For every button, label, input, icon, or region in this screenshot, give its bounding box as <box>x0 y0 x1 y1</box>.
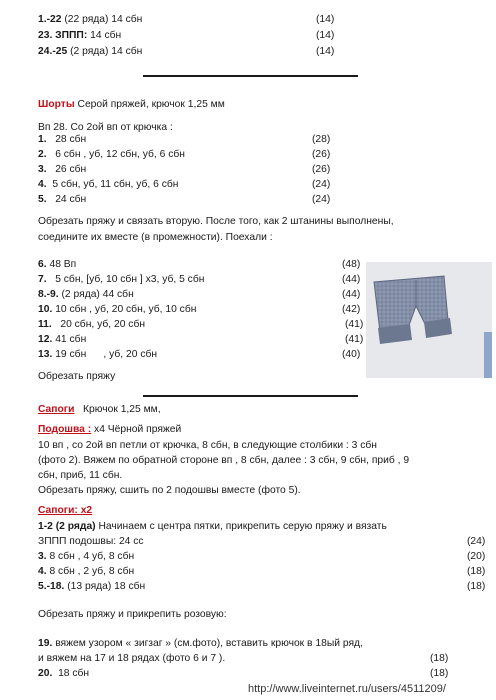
knitted-shorts-image <box>366 262 492 378</box>
shorts-row-7: 7. 5 сбн, [уб, 10 сбн ] x3, уб, 5 сбн <box>38 274 205 285</box>
row-count: (14) <box>316 14 335 25</box>
boots-x2-heading: Сапоги: x2 <box>38 505 93 516</box>
sole-line: Обрезать пряжу, сшить по 2 подошвы вместе (фото 5). <box>38 485 301 496</box>
row-count: (42) <box>342 304 361 315</box>
row-count: (14) <box>316 30 335 41</box>
shorts-photo <box>366 262 492 378</box>
sole-line: (фото 2). Вяжем по обратной стороне вп , 8 сбн, далее : 3 сбн, 9 сбн, приб , 9 <box>38 455 410 466</box>
sole-line: сбн, приб, 11 сбн. <box>38 470 123 481</box>
shorts-row-10: 10. 10 сбн , уб, 20 сбн, уб, 10 сбн <box>38 304 197 315</box>
row-count: (26) <box>312 164 331 175</box>
shorts-paragraph: Обрезать пряжу и связать вторую. После того, как 2 штанины выполнены, <box>38 216 394 227</box>
boots-row-4: 4. 8 сбн , 2 уб, 8 сбн <box>38 566 135 577</box>
row-24-25: 24.-25 (2 ряда) 14 сбн <box>38 46 143 57</box>
row-count: (44) <box>342 289 361 300</box>
sole-heading: Подошва : x4 Чёрной пряжей <box>38 424 182 435</box>
boots-row-3: 3. 8 сбн , 4 уб, 8 сбн <box>38 551 135 562</box>
row-count: (28) <box>312 134 331 145</box>
row-count: (18) <box>430 653 449 664</box>
shorts-heading: Шорты Серой пряжей, крючок 1,25 мм <box>38 99 225 110</box>
shorts-row-2: 2. 6 сбн , уб, 12 сбн, уб, 6 сбн <box>38 149 185 160</box>
shorts-row-6: 6. 48 Вп <box>38 259 77 270</box>
row-count: (41) <box>345 334 364 345</box>
shorts-row-1: 1. 28 сбн <box>38 134 87 145</box>
shorts-cut: Обрезать пряжу <box>38 371 116 382</box>
shorts-row-11: 11. 20 сбн, уб, 20 сбн <box>38 319 146 330</box>
sole-line: 10 вп , со 2ой вп петли от крючка, 8 сбн, в следующие столбики : 3 сбн <box>38 440 377 451</box>
row-count: (44) <box>342 274 361 285</box>
row-count: (24) <box>312 179 331 190</box>
row-23: 23. ЗППП: 14 сбн <box>38 30 122 41</box>
row-count: (41) <box>345 319 364 330</box>
shorts-row-8-9: 8.-9. (2 ряда) 44 сбн <box>38 289 134 300</box>
boots-row-19b: и вяжем на 17 и 18 рядах (фото 6 и 7 ). <box>38 653 226 664</box>
shorts-intro: Вп 28. Со 2ой вп от крючка : <box>38 122 173 133</box>
row-count: (18) <box>430 668 449 679</box>
boots-row-5-18: 5.-18. (13 ряда) 18 сбн <box>38 581 146 592</box>
boots-row-20: 20. 18 сбн <box>38 668 90 679</box>
row-count: (26) <box>312 149 331 160</box>
boots-row-19: 19. вяжем узором « зигзаг » (см.фото), вставить крючок в 18ый ряд, <box>38 638 363 649</box>
shorts-paragraph: соедините их вместе (в промежности). Поехали : <box>38 232 273 243</box>
row-count: (14) <box>316 46 335 57</box>
shorts-row-5: 5. 24 сбн <box>38 194 87 205</box>
row-1-22: 1.-22 (22 ряда) 14 сбн <box>38 14 143 25</box>
boots-heading: Сапоги Крючок 1,25 мм, <box>38 404 161 415</box>
row-count: (18) <box>467 566 486 577</box>
boots-row-1-2: 1-2 (2 ряда) Начинаем с центра пятки, прикрепить серую пряжу и вязать <box>38 521 387 532</box>
watermark-url: http://www.liveinternet.ru/users/4511209/ <box>248 683 446 695</box>
shorts-row-12: 12. 41 сбн <box>38 334 87 345</box>
shorts-row-3: 3. 26 сбн <box>38 164 87 175</box>
row-count: (24) <box>312 194 331 205</box>
boots-row-1-2b: ЗППП подошвы: 24 сс <box>38 536 144 547</box>
divider <box>143 395 358 397</box>
divider <box>143 75 358 77</box>
shorts-row-4: 4. 5 сбн, уб, 11 сбн, уб, 6 сбн <box>38 179 179 190</box>
row-count: (20) <box>467 551 486 562</box>
boots-cut-pink: Обрезать пряжу и прикрепить розовую: <box>38 609 227 620</box>
row-count: (18) <box>467 581 486 592</box>
row-count: (24) <box>467 536 486 547</box>
shorts-row-13: 13. 19 сбн , уб, 20 сбн <box>38 349 158 360</box>
row-count: (48) <box>342 259 361 270</box>
row-count: (40) <box>342 349 361 360</box>
